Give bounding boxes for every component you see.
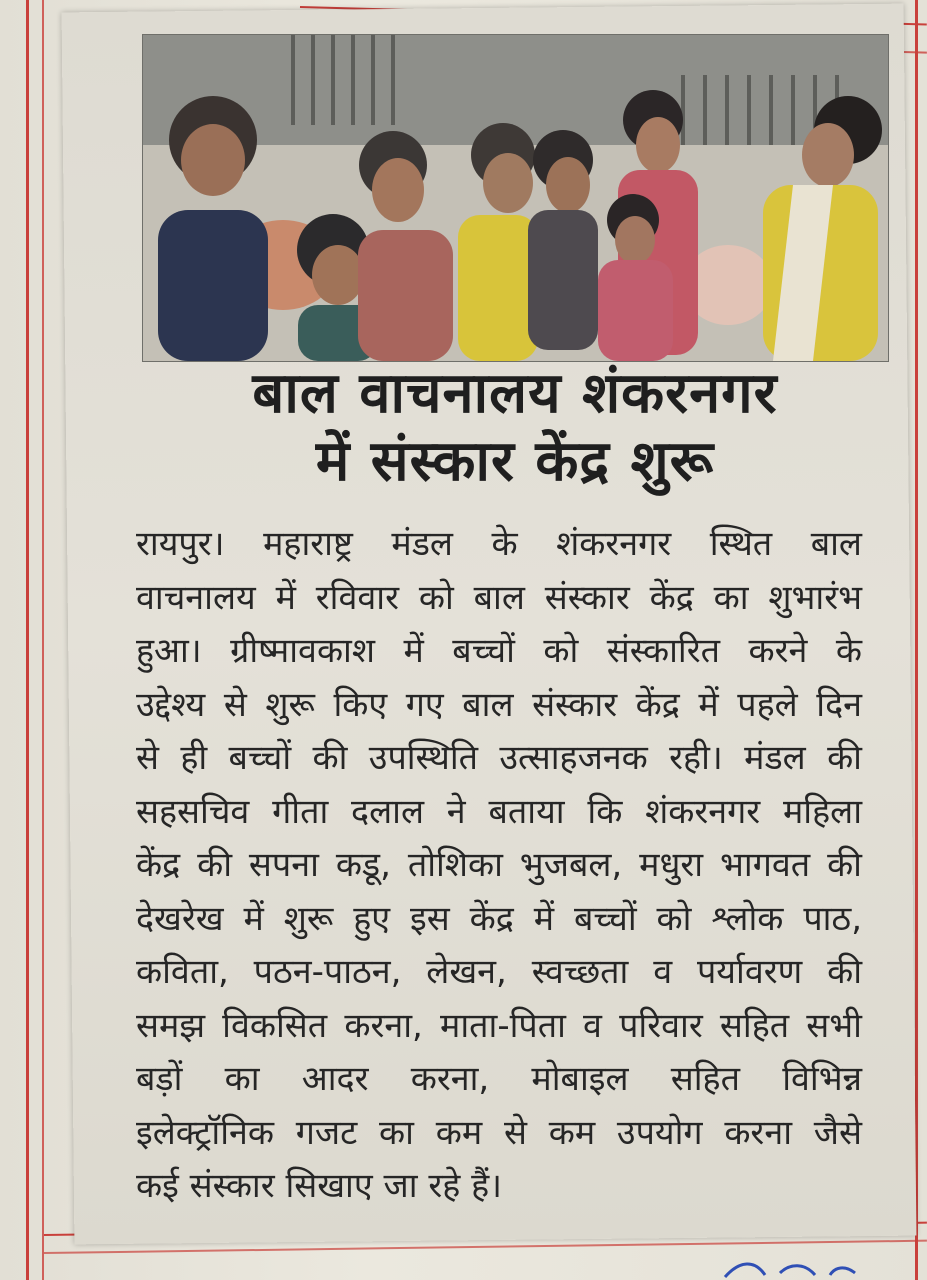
article-line: हुआ। ग्रीष्मावकाश में बच्चों को संस्कारित करने के: [136, 631, 862, 671]
article-body: [136, 518, 862, 1214]
margin-line-left-inner: [42, 0, 44, 1280]
article-line: समझ विकसित करना, माता-पिता व परिवार सहित सभी: [136, 1005, 862, 1046]
blue-ink-scribble: [720, 1255, 860, 1280]
article-line: केंद्र की सपना कडू, तोशिका भुजबल, मधुरा भागवत की: [136, 845, 862, 885]
children-group-illustration: [143, 35, 888, 361]
margin-line-right: [915, 0, 918, 1280]
margin-line-left: [26, 0, 29, 1280]
article-line: से ही बच्चों की उपस्थिति उत्साहजनक रही। मंडल की: [136, 738, 862, 778]
news-photo: [142, 34, 889, 362]
article-line: रायपुर। महाराष्ट्र मंडल के शंकरनगर स्थित बाल: [136, 524, 862, 564]
article-line: कई संस्कार सिखाए जा रहे हैं।: [136, 1166, 503, 1206]
article-line: वाचनालय में रविवार को बाल संस्कार केंद्र का शुभारंभ: [136, 577, 862, 618]
article-line: उद्देश्य से शुरू किए गए बाल संस्कार केंद्र में पहले दिन: [136, 684, 862, 725]
headline: [150, 360, 880, 496]
article-line: कविता, पठन-पाठन, लेखन, स्वच्छता व पर्यावरण की: [136, 952, 862, 992]
article-line: इलेक्ट्रॉनिक गजट का कम से कम उपयोग करना जैसे: [136, 1112, 862, 1153]
headline-line-2: में संस्कार केंद्र शुरू: [315, 429, 715, 494]
article-line: देखरेख में शुरू हुए इस केंद्र में बच्चों को श्लोक पाठ,: [136, 898, 862, 939]
article-line: सहसचिव गीता दलाल ने बताया कि शंकरनगर महिला: [136, 791, 862, 832]
article-line: बड़ों का आदर करना, मोबाइल सहित विभिन्न: [136, 1059, 862, 1099]
headline-line-1: बाल वाचनालय शंकरनगर: [252, 361, 778, 426]
